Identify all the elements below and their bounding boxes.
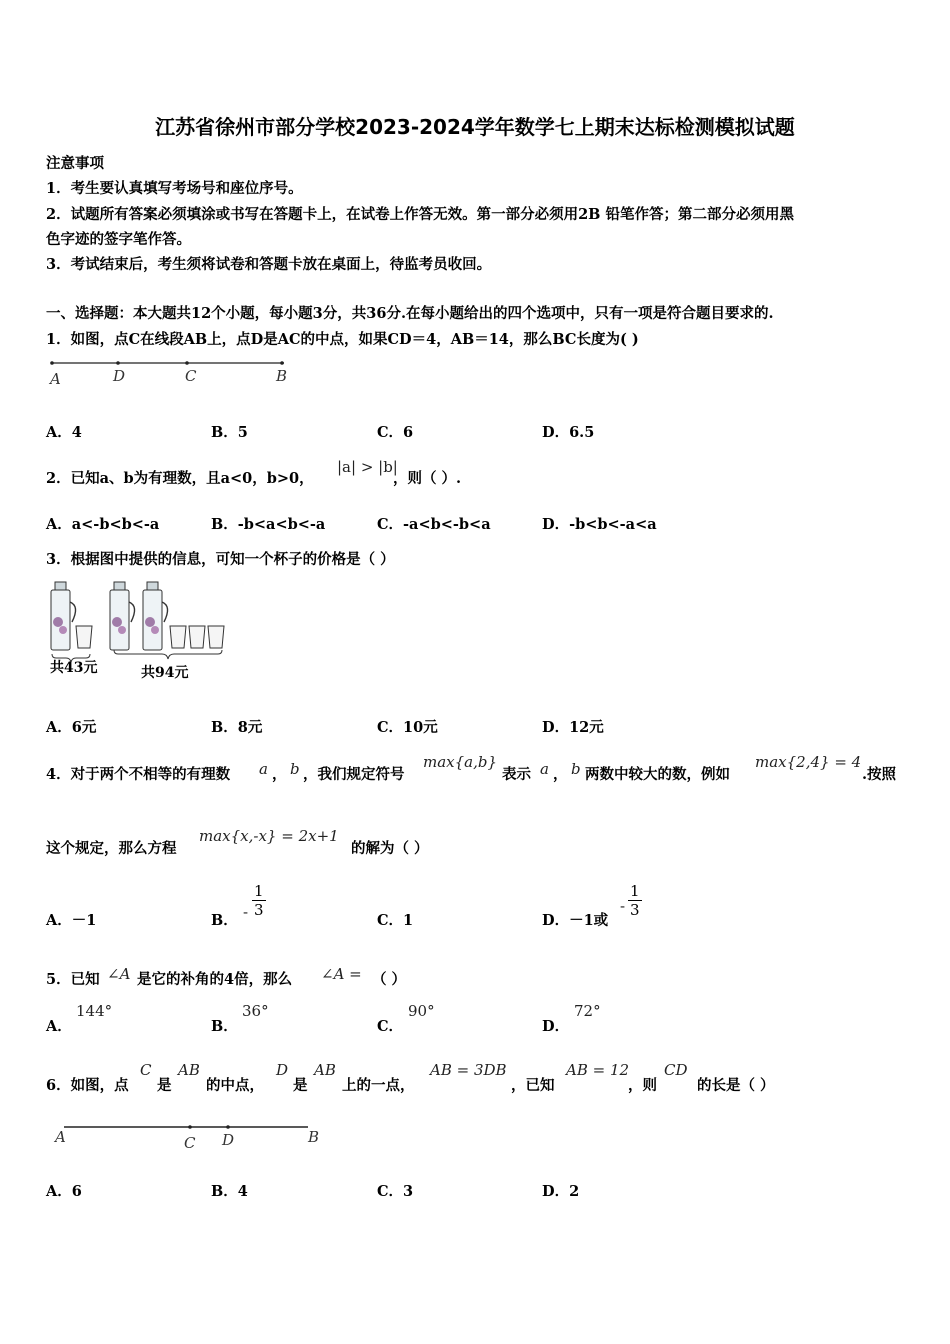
thermos-icon <box>110 582 135 650</box>
cup-icon <box>170 626 186 648</box>
q3-option-a[interactable]: A．6元 <box>46 719 97 736</box>
q6-stem-1: 6．如图，点 <box>46 1077 129 1094</box>
q4-stem-2: ， <box>272 766 287 783</box>
q4-math-example: max{2,4} = 4 <box>755 753 862 771</box>
q2-option-d[interactable]: D．-b<b<-a<a <box>542 516 657 533</box>
q6-stem-8: 的长是（ ） <box>697 1077 775 1094</box>
q6-point-b: B <box>308 1128 320 1146</box>
q5-option-d[interactable]: D． <box>542 1018 570 1035</box>
q2-option-c[interactable]: C．-a<b<-b<a <box>377 516 491 533</box>
q4-math-b2: b <box>571 760 581 778</box>
q6-math-ab1: AB <box>178 1061 200 1079</box>
q6-stem-4: 是 <box>293 1077 308 1094</box>
notice-item-2-cont: 色字迹的签字笔作答。 <box>46 231 191 248</box>
q5-option-b-value: 36° <box>242 1002 269 1020</box>
thermos-icon <box>51 582 76 650</box>
notice-item-2: 2．试题所有答案必须填涂或书写在答题卡上，在试卷上作答无效。第一部分必须用2B 铅笔作答；第二部分必须用黑 <box>46 206 794 223</box>
q5-stem-2: 是它的补角的4倍，那么 <box>137 971 293 988</box>
q1-segment-figure <box>46 352 296 392</box>
q4-option-b[interactable]: B． <box>211 912 238 929</box>
q2-option-a[interactable]: A．a<-b<b<-a <box>46 516 160 533</box>
fraction-denominator: 3 <box>630 901 640 919</box>
q6-math-cd: CD <box>664 1061 688 1079</box>
q5-option-b[interactable]: B． <box>211 1018 238 1035</box>
q6-option-b[interactable]: B．4 <box>211 1183 248 1200</box>
fraction-denominator: 3 <box>254 901 264 919</box>
q6-point-d: D <box>222 1131 235 1149</box>
q3-label-left: 共43元 <box>50 660 98 676</box>
q4-math-a1: a <box>259 760 268 778</box>
q1-point-d: D <box>113 367 126 385</box>
q6-point-c: C <box>184 1134 196 1152</box>
q4-option-c[interactable]: C．1 <box>377 912 414 929</box>
q5-stem-1: 5．已知 <box>46 971 100 988</box>
q3-option-c[interactable]: C．10元 <box>377 719 438 736</box>
cup-icon <box>76 626 92 648</box>
q6-option-d[interactable]: D．2 <box>542 1183 580 1200</box>
q4-equation: max{x,-x} = 2x+1 <box>199 827 339 845</box>
q6-option-a[interactable]: A．6 <box>46 1183 82 1200</box>
q2-abs-inequality: |a| > |b| <box>337 458 398 476</box>
exam-title: 江苏省徐州市部分学校2023-2024学年数学七上期末达标检测模拟试题 <box>155 115 795 139</box>
q6-math-d: D <box>276 1061 289 1079</box>
q5-math-angle: ∠A <box>107 965 131 983</box>
q5-option-c[interactable]: C． <box>377 1018 404 1035</box>
section-heading: 一、选择题：本大题共12个小题，每小题3分，共36分.在每小题给出的四个选项中，只有一项是符合题目要求的. <box>46 305 774 322</box>
q4-option-b-fraction <box>252 882 266 919</box>
q5-option-d-value: 72° <box>574 1002 601 1020</box>
q4-stem-1: 4．对于两个不相等的有理数 <box>46 766 231 783</box>
q4-math-a2: a <box>540 760 549 778</box>
q6-math-ab2: AB <box>314 1061 336 1079</box>
notice-item-3: 3．考试结束后，考生须将试卷和答题卡放在桌面上，待监考员收回。 <box>46 256 492 273</box>
q4-option-b-sign: - <box>243 903 249 921</box>
q6-stem-3: 的中点， <box>206 1077 264 1094</box>
fraction-numerator: 1 <box>254 882 264 900</box>
q2-stem-b: ，则（ ）. <box>393 470 462 487</box>
fraction-numerator: 1 <box>630 882 640 900</box>
q1-point-a: A <box>50 370 61 388</box>
q4-line2-b: 的解为（ ） <box>351 840 429 857</box>
q6-math-ab-eq-3db: AB = 3DB <box>430 1061 507 1079</box>
q1-point-c: C <box>185 367 197 385</box>
q6-stem-7: ，则 <box>628 1077 657 1094</box>
q4-stem-7: .按照 <box>862 766 897 783</box>
q5-stem-3: （ ） <box>372 971 407 988</box>
q3-option-b[interactable]: B．8元 <box>211 719 263 736</box>
q1-point-b: B <box>276 367 288 385</box>
q3-option-d[interactable]: D．12元 <box>542 719 604 736</box>
q6-math-ab-eq-12: AB = 12 <box>566 1061 630 1079</box>
q5-option-c-value: 90° <box>408 1002 435 1020</box>
q4-math-max-ab: max{a,b} <box>423 753 498 771</box>
q4-stem-6: 两数中较大的数，例如 <box>585 766 730 783</box>
q1-option-d[interactable]: D．6.5 <box>542 424 595 441</box>
q6-math-c: C <box>140 1061 152 1079</box>
q4-option-d[interactable]: D．－1或 <box>542 912 609 929</box>
cup-icon <box>189 626 205 648</box>
q4-option-a[interactable]: A．－1 <box>46 912 97 929</box>
q5-option-a-value: 144° <box>76 1002 113 1020</box>
q3-thermos-cups-figure <box>46 580 236 665</box>
q6-stem-2: 是 <box>157 1077 172 1094</box>
notice-heading: 注意事项 <box>46 155 104 172</box>
q4-stem-4: 表示 <box>502 766 531 783</box>
q4-math-b1: b <box>290 760 300 778</box>
q4-stem-5: ， <box>553 766 568 783</box>
q6-stem-5: 上的一点， <box>342 1077 415 1094</box>
thermos-icon <box>143 582 168 650</box>
q4-line2-a: 这个规定，那么方程 <box>46 840 177 857</box>
q6-point-a: A <box>55 1128 66 1146</box>
notice-item-1: 1．考生要认真填写考场号和座位序号。 <box>46 180 303 197</box>
q1-option-b[interactable]: B．5 <box>211 424 248 441</box>
q2-option-b[interactable]: B．-b<a<b<-a <box>211 516 326 533</box>
q3-stem: 3．根据图中提供的信息，可知一个杯子的价格是（ ） <box>46 551 395 568</box>
cup-icon <box>208 626 224 648</box>
q6-stem-6: ，已知 <box>511 1077 555 1094</box>
q1-option-a[interactable]: A．4 <box>46 424 82 441</box>
q5-option-a[interactable]: A． <box>46 1018 72 1035</box>
q4-option-d-sign: - <box>620 897 626 915</box>
q1-stem: 1．如图，点C在线段AB上，点D是AC的中点，如果CD＝4，AB＝14，那么BC长度为( ) <box>46 331 639 348</box>
q6-option-c[interactable]: C．3 <box>377 1183 414 1200</box>
q4-stem-3: ，我们规定符号 <box>303 766 405 783</box>
q2-stem-a: 2．已知a、b为有理数，且a<0，b>0， <box>46 470 314 487</box>
q4-option-d-fraction <box>628 882 642 919</box>
q1-option-c[interactable]: C．6 <box>377 424 414 441</box>
q5-math-angle-eq: ∠A = <box>321 965 362 983</box>
q3-label-right: 共94元 <box>141 665 189 681</box>
